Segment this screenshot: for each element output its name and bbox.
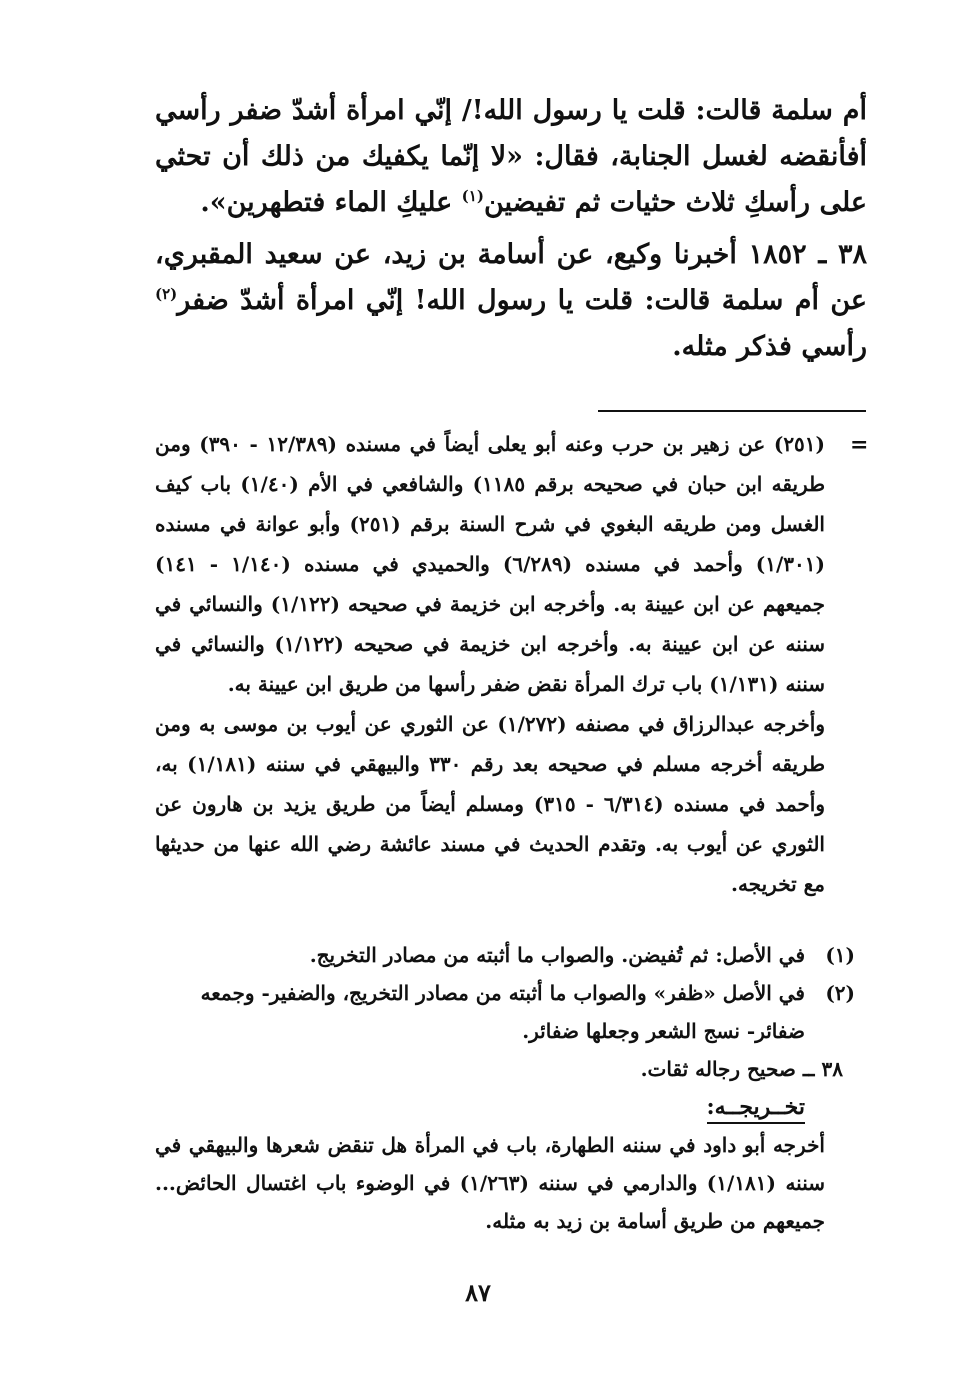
note-paragraph-1: (٢٥١) عن زهير بن حرب وعنه أبو يعلى أيضاً في مسنده (١٢/٣٨٩ - ٣٩٠) ومن طريقه ابن حبان في صحيحه برقم ١١٨٥) والشافعي في الأم (١/٤٠) باب كيف الغسل ومن طريقه البغوي في شرح السنة برقم (٢٥١) وأبو عوانة في مسنده (١/٣٠١) وأحمد في مسنده (٦/٢٨٩) والحميدي في مسنده (١/١٤٠ - ١٤١) جميعهم عن ابن عيينة به. وأخرجه ابن خزيمة في صحيحه (١/١٢٢) والنسائي في سننه عن ابن عيينة به. وأخرجه ابن خزيمة في صحيحه (١/١٢٢) والنسائي في سننه (١/١٣١) باب ترك المرأة نقض ضفر رأسها من طريق ابن عيينة به.	[155, 432, 826, 696]
continued-notes	[155, 424, 825, 904]
takhrij-text: أخرجه أبو داود في سننه الطهارة، باب في المرأة هل تنقض شعرها والبيهقي في سننه (١/١٨١) والدارمي في سننه (١/٢٦٣) في الوضوء باب اغتسال الحائض... جميعهم من طريق أسامة بن زيد به مثله.	[155, 1133, 825, 1233]
footnote-mark: (٢)	[825, 981, 855, 1005]
hadith-1852	[155, 232, 867, 370]
footnote-1	[155, 936, 855, 974]
hadith-text-continued	[155, 88, 867, 226]
main-para1-end: عليكِ الماء فتطهرين».	[200, 187, 462, 218]
footnote-2	[155, 974, 855, 1050]
main-para1: أم سلمة قالت: قلت يا رسول الله!/ إنّي امرأة أشدّ ضفر رأسي أفأنقضه لغسل الجنابة، فقال: «لا إنّما يكفيك من ذلك أن تحثي على رأسكِ ثلاث حثيات ثم تفيضين	[155, 95, 867, 218]
footnote-text: في الأصل: ثم تُفيضن. والصواب ما أثبته من مصادر التخريج.	[309, 943, 805, 967]
main-para2-a: أخبرنا وكيع، عن أسامة بن زيد، عن سعيد المقبري، عن أم سلمة قالت: قلت يا رسول الله! إنّي امرأة أشدّ ضفر	[155, 239, 867, 316]
note-paragraph-2: وأخرجه عبدالرزاق في مصنفه (١/٢٧٢) عن الثوري عن أيوب بن موسى به ومن طريقه أخرجه مسلم في صحيحه بعد رقم ٣٣٠ والبيهقي في سننه (١/١٨١) به، وأحمد في مسنده (٦/٣١٤ - ٣١٥) ومسلم أيضاً من طريق يزيد بن هارون عن الثوري عن أيوب به. وتقدم الحديث في مسند عائشة رضي الله عنها من حديثها مع تخريجه.	[155, 712, 826, 896]
takhrij-heading-label: تخــريجــه:	[707, 1094, 805, 1124]
continuation-mark: =	[850, 432, 869, 458]
takhrij-heading	[155, 1088, 855, 1126]
main-para2-b: رأسي فذكر مثله.	[672, 331, 867, 362]
footnotes-section	[155, 936, 855, 1240]
hadith-number: ٣٨ ـ ١٨٥٢	[748, 239, 867, 270]
footnote-separator	[598, 410, 866, 412]
page-number: ٨٧	[465, 1278, 491, 1307]
hadith-grade: ٣٨ ــ صحيح رجاله ثقات.	[640, 1057, 843, 1081]
footnote-text: في الأصل «ظفر» والصواب ما أثبته من مصادر التخريج، والضفير- وجمعه ضفائر- نسج الشعر وجعلها ضفائر.	[200, 981, 805, 1043]
main-text	[155, 88, 867, 370]
footnote-ref-1: (١)	[461, 187, 484, 205]
footnote-mark: (١)	[825, 943, 855, 967]
footnote-ref-2: (٢)	[155, 285, 178, 303]
